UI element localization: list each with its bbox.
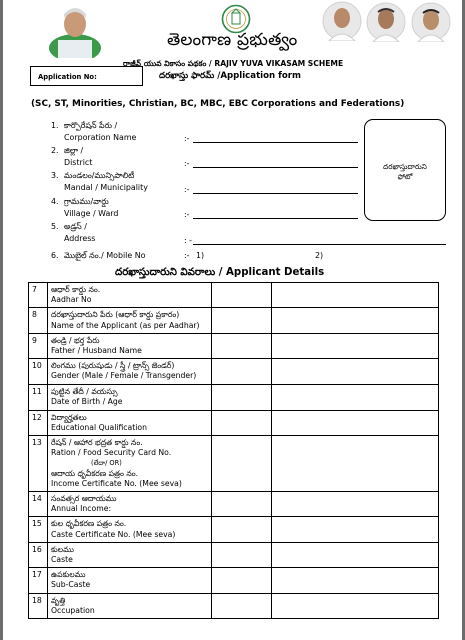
row-number: 18 <box>29 593 48 618</box>
table-row <box>29 410 439 435</box>
row-label <box>48 542 212 567</box>
table-row <box>29 492 439 517</box>
row-number: 8 <box>29 308 48 333</box>
row-label-line: లింగము (పురుషుడు / స్త్రీ / ట్రాన్స్ జెండర్) <box>51 361 175 371</box>
table-row <box>29 593 439 618</box>
row-number: 12 <box>29 410 48 435</box>
table-row <box>29 283 439 308</box>
mobile-label: మొబైల్ నం./ Mobile No <box>64 251 146 260</box>
row-value-cell[interactable] <box>212 542 272 567</box>
applicant-photo-box[interactable] <box>364 119 446 221</box>
row-value-cell-2[interactable] <box>272 542 439 567</box>
row-label <box>48 492 212 517</box>
application-form-page <box>3 0 462 640</box>
row-number: 13 <box>29 436 48 492</box>
row-value-cell-2[interactable] <box>272 517 439 542</box>
field-colon: :- <box>184 185 190 194</box>
row-label-line: Income Certificate No. (Mee seva) <box>51 478 182 488</box>
mobile-slot-1-label: 1) <box>196 251 205 260</box>
row-value-cell-2[interactable] <box>272 359 439 384</box>
field-label-telugu: జిల్లా / <box>64 146 84 155</box>
row-value-cell-2[interactable] <box>272 410 439 435</box>
row-value-cell-2[interactable] <box>272 492 439 517</box>
row-value-cell[interactable] <box>212 436 272 492</box>
row-value-cell[interactable] <box>212 593 272 618</box>
row-number: 14 <box>29 492 48 517</box>
form-title: దరఖాస్తు ఫారమ్ /Application form <box>159 71 301 81</box>
row-label <box>48 283 212 308</box>
corporation-name-input-line[interactable] <box>193 142 358 143</box>
row-label-line: Sub-Caste <box>51 580 91 590</box>
row-label-line: కులము <box>51 544 74 554</box>
row-label <box>48 308 212 333</box>
row-label-line: విద్యార్హతలు <box>51 412 87 422</box>
row-label-line: (లేదా/ OR) <box>91 459 122 468</box>
row-number: 10 <box>29 359 48 384</box>
table-row <box>29 359 439 384</box>
row-value-cell-2[interactable] <box>272 283 439 308</box>
row-label-line: Ration / Food Security Card No. <box>51 448 172 458</box>
table-row <box>29 568 439 593</box>
row-number: 11 <box>29 384 48 410</box>
field-colon: :- <box>184 159 190 168</box>
village-input-line[interactable] <box>193 218 358 219</box>
row-label-line: Gender (Male / Female / Transgender) <box>51 371 197 381</box>
row-label-line: రేషన్ / ఆహార భద్రత కార్డు నం. <box>51 438 143 448</box>
row-number: 17 <box>29 568 48 593</box>
row-value-cell-2[interactable] <box>272 384 439 410</box>
address-input-line[interactable] <box>193 244 446 245</box>
leader-photo-3 <box>410 2 452 42</box>
table-row <box>29 384 439 410</box>
row-value-cell-2[interactable] <box>272 308 439 333</box>
row-label-line: కుల ధృవీకరణ పత్రం నం. <box>51 519 127 529</box>
row-label-line: పుట్టిన తేదీ / వయస్సు <box>51 386 118 396</box>
application-number-label: Application No: <box>38 73 97 81</box>
row-value-cell[interactable] <box>212 359 272 384</box>
mobile-colon: :- <box>184 251 190 260</box>
field-label-telugu: కార్పొరేషన్ పేరు / <box>64 121 118 130</box>
field-label-english: Address <box>64 234 96 243</box>
row-value-cell[interactable] <box>212 333 272 358</box>
photo-box-label-line1: దరఖాస్తుదారుని <box>383 162 427 171</box>
row-value-cell-2[interactable] <box>272 568 439 593</box>
field-number: 1. <box>51 121 59 130</box>
row-label <box>48 517 212 542</box>
row-label-line: Date of Birth / Age <box>51 396 123 406</box>
field-number: 2. <box>51 146 59 155</box>
row-label <box>48 568 212 593</box>
field-label-telugu: మండలం/మున్సిపాలిటీ <box>64 171 135 180</box>
row-number: 16 <box>29 542 48 567</box>
row-value-cell[interactable] <box>212 384 272 410</box>
row-value-cell[interactable] <box>212 517 272 542</box>
field-colon: :- <box>184 134 190 143</box>
table-row <box>29 542 439 567</box>
row-label-line: ఆధార్ కార్డు నం. <box>51 285 101 294</box>
row-value-cell[interactable] <box>212 308 272 333</box>
row-label-line: దరఖాస్తుదారుని పేరు (ఆధార్ కార్డు ప్రకారం) <box>51 310 180 320</box>
applicant-details-table <box>28 282 439 619</box>
mandal-input-line[interactable] <box>193 193 358 194</box>
row-value-cell[interactable] <box>212 492 272 517</box>
scheme-title: రాజీవ్ యువ వికాసం పథకం / RAJIV YUVA VIKASAM SCHEME <box>123 59 344 68</box>
row-label-line: Name of the Applicant (as per Aadhar) <box>51 320 200 330</box>
row-value-cell-2[interactable] <box>272 333 439 358</box>
row-label-line: సంవత్సర ఆదాయము <box>51 494 117 504</box>
field-label-english: Village / Ward <box>64 209 119 218</box>
row-label-line: Caste Certificate No. (Mee seva) <box>51 529 176 539</box>
row-number: 7 <box>29 283 48 308</box>
row-label-line: Caste <box>51 555 73 565</box>
row-label-line: Educational Qualification <box>51 422 147 432</box>
field-label-english: Corporation Name <box>64 133 137 142</box>
table-row <box>29 436 439 492</box>
row-label-line: ఉపకులము <box>51 570 86 580</box>
table-row <box>29 517 439 542</box>
row-label <box>48 436 212 492</box>
row-label <box>48 593 212 618</box>
field-label-english: District <box>64 158 93 167</box>
field-label-english: Mandal / Municipality <box>64 183 148 192</box>
chief-minister-photo <box>46 0 104 58</box>
leader-photo-1 <box>321 1 363 41</box>
row-value-cell-2[interactable] <box>272 593 439 618</box>
field-number: 5. <box>51 222 59 231</box>
table-row <box>29 333 439 358</box>
leader-photo-2 <box>365 2 407 42</box>
field-number: 4. <box>51 197 59 206</box>
table-row <box>29 308 439 333</box>
row-label-line: తండ్రి / భర్త పేరు <box>51 335 100 345</box>
row-label <box>48 333 212 358</box>
field-colon: : - <box>184 236 193 245</box>
row-label-line: ఆదాయ ధృవీకరణ పత్రం నం. <box>51 468 139 478</box>
field-label-telugu: గ్రామము/వార్డు <box>64 197 109 206</box>
application-number-box[interactable] <box>30 66 143 86</box>
field-number: 3. <box>51 171 59 180</box>
mobile-number: 6. <box>51 251 59 260</box>
district-input-line[interactable] <box>193 167 358 168</box>
row-number: 15 <box>29 517 48 542</box>
field-colon: :- <box>184 210 190 219</box>
row-label-line: వృత్తి <box>51 595 66 605</box>
row-label-line: Father / Husband Name <box>51 346 142 356</box>
row-number: 9 <box>29 333 48 358</box>
corporations-subtitle: (SC, ST, Minorities, Christian, BC, MBC, EBC Corporations and Federations) <box>31 99 405 109</box>
mobile-slot-2-label: 2) <box>315 251 324 260</box>
row-value-cell[interactable] <box>212 568 272 593</box>
photo-box-label-line2: ఫోటో <box>397 172 413 181</box>
field-label-telugu: అడ్రస్ / <box>64 222 87 231</box>
row-value-cell[interactable] <box>212 410 272 435</box>
row-label-line: Annual Income: <box>51 504 112 514</box>
row-value-cell[interactable] <box>212 283 272 308</box>
row-label <box>48 410 212 435</box>
applicant-details-title: దరఖాస్తుదారుని వివరాలు / Applicant Details <box>115 267 325 278</box>
row-label-line: Occupation <box>51 605 95 615</box>
row-label <box>48 384 212 410</box>
row-label-line: Aadhar No <box>51 295 92 305</box>
row-value-cell-2[interactable] <box>272 436 439 492</box>
government-title: తెలంగాణ ప్రభుత్వం <box>167 30 298 50</box>
row-label <box>48 359 212 384</box>
